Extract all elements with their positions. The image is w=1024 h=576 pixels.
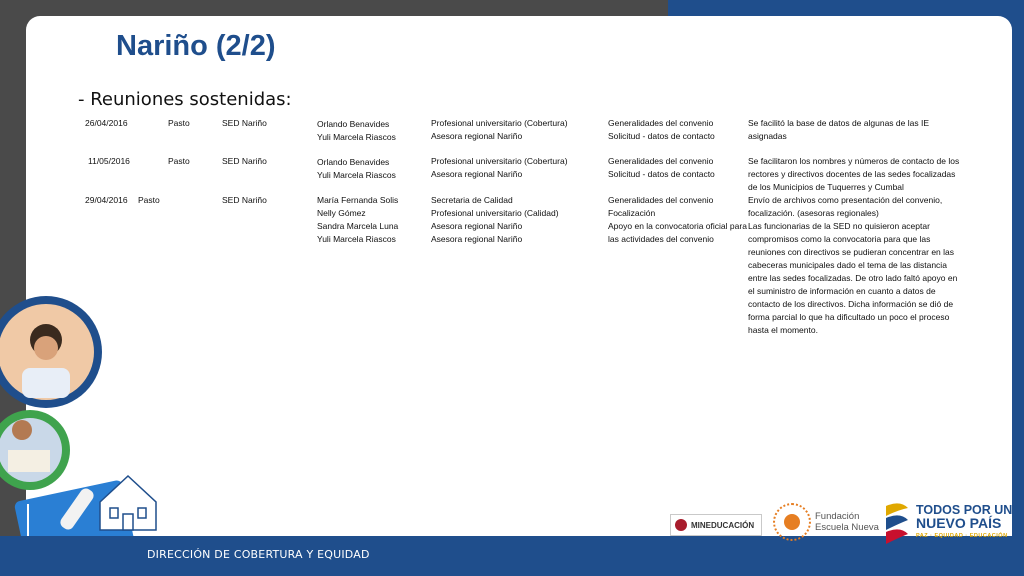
- meeting-roles: Secretaria de Calidad Profesional universitario (Calidad) Asesora regional Nariño Asesora regional Nariño: [431, 195, 559, 244]
- mineducacion-label: MINEDUCACIÓN: [691, 520, 755, 530]
- meeting-people: Orlando Benavides Yuli Marcela Riascos: [317, 119, 396, 142]
- meeting-roles: Profesional universitario (Cobertura) Asesora regional Nariño: [431, 118, 568, 141]
- meeting-org: SED Nariño: [222, 195, 267, 205]
- fen-seal-icon: [773, 503, 811, 541]
- meeting-city: Pasto: [168, 156, 190, 166]
- fen-line-2: Escuela Nueva: [815, 522, 879, 533]
- colombia-seal-icon: [675, 519, 687, 531]
- child-face: [34, 336, 58, 360]
- fen-line-1: Fundación: [815, 511, 860, 522]
- meeting-date: 26/04/2016: [85, 118, 128, 128]
- tpu-line-3: PAZ · EQUIDAD · EDUCACIÓN: [916, 532, 1008, 539]
- meeting-date: 11/05/2016: [88, 156, 130, 166]
- section-subtitle: - Reuniones sostenidas:: [78, 89, 292, 110]
- fundacion-escuela-nueva-logo: [773, 503, 879, 541]
- certificate: [8, 450, 50, 472]
- todos-por-un-nuevo-pais-logo: [882, 500, 1012, 546]
- decorative-illustration: [0, 290, 180, 576]
- page-title: Nariño (2/2): [116, 30, 276, 62]
- meeting-roles: Profesional universitario (Cobertura) Asesora regional Nariño: [431, 156, 568, 179]
- meeting-topics: Generalidades del convenio Solicitud - datos de contacto: [608, 118, 715, 141]
- tpu-line-1: TODOS POR UN: [916, 502, 1013, 517]
- meeting-topics: Generalidades del convenio Focalización Apoyo en la convocatoria oficial para las actividades del convenio: [608, 195, 747, 244]
- footer-title: DIRECCIÓN DE COBERTURA Y EQUIDAD: [147, 548, 370, 561]
- tpu-line-2: NUEVO PAÍS: [916, 514, 1002, 531]
- meeting-city: Pasto: [138, 195, 160, 205]
- child-face-2: [12, 420, 32, 440]
- meeting-topics: Generalidades del convenio Solicitud - datos de contacto: [608, 156, 715, 179]
- meeting-people: Orlando Benavides Yuli Marcela Riascos: [317, 157, 396, 180]
- child-shirt: [22, 368, 70, 398]
- meeting-result: Se facilitó la base de datos de algunas de las IE asignadas: [748, 118, 929, 141]
- flag-wave-icon: [882, 500, 912, 546]
- meeting-org: SED Nariño: [222, 118, 267, 128]
- meeting-city: Pasto: [168, 118, 190, 128]
- meeting-result: Envío de archivos como presentación del convenio, focalización. (asesoras regionales) Las funcionarias de la SED no quisieron aceptar compromisos como la convocatoria para que las reuniones con directivos se pudieran concentrar en las cabeceras municipales dado el tema de las distancia entre las sedes focalizadas. De otro lado faltó apoyo en el suministro de información en cuanto a datos de contacto de los directivos. Dicha información se dió de forma parcial lo que ha dificultado un poco el proceso hasta el momento.: [748, 195, 958, 335]
- meeting-org: SED Nariño: [222, 156, 267, 166]
- meeting-result: Se facilitaron los nombres y números de contacto de los rectores y directivos docentes de las sedes focalizadas de los Municipios de Tuquerres y Cumbal: [748, 156, 960, 192]
- meeting-date: 29/04/2016: [85, 195, 128, 205]
- mineducacion-logo: [670, 514, 762, 536]
- meeting-people: María Fernanda Solis Nelly Gómez Sandra Marcela Luna Yuli Marcela Riascos: [317, 195, 399, 244]
